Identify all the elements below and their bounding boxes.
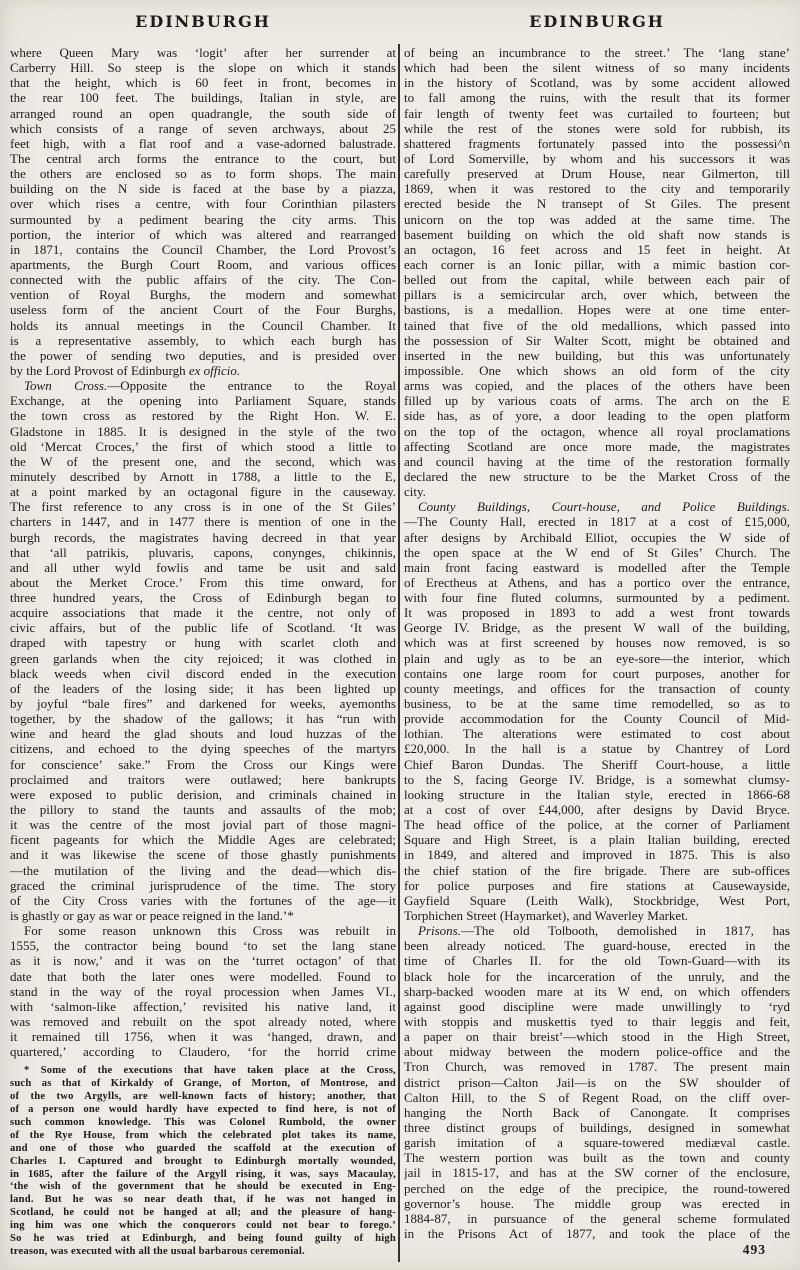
text-line: each corner is an Ionic pillar, with a mimic bastion cor-: [404, 256, 790, 272]
text-line: impossible. One which shows an old form of the city: [404, 362, 790, 378]
text-line: old ‘Mercat Croces,’ the first of which stood a little to: [10, 438, 396, 454]
text-line: citizens, and echoed to the dying speeches of the martyrs: [10, 741, 396, 757]
left-column: [10, 12, 396, 1259]
text-line: for police purposes and fire stations at Causewayside,: [404, 877, 790, 893]
text-line: the rear 100 feet. The buildings, Italian in style, are: [10, 90, 396, 106]
text-line: Gayfield Square (Leith Walk), Stockbridge, West Port,: [404, 892, 790, 908]
text-line: connected with the public affairs of the city. The Con-: [10, 272, 396, 288]
text-line: were exposed to public derision, and criminals chained in: [10, 786, 396, 802]
text-line: surmounted by a pediment bearing the city arms. This: [10, 211, 396, 227]
text-line: portion, the interior of which was altered and rearranged: [10, 226, 396, 242]
text-line: Charles I. Captured and brought to Edinburgh mortally wounded,: [10, 1155, 396, 1167]
text-line: provide accommodation for the County Council of Mid-: [404, 711, 790, 727]
text-line: So he was tried at Edinburgh, and being found guilty of high: [10, 1233, 396, 1244]
text-line: sharp-backed wooden mare at its W end, on which offenders: [404, 983, 790, 999]
text-line: Scotland, he could not be hanged at all; and the pleasure of hang-: [10, 1207, 396, 1219]
text-line: three distinct groups of buildings, designed in somewhat: [404, 1119, 790, 1135]
text-line: which consists of a range of seven archways, about 25: [10, 120, 396, 136]
text-line: the open space at the W end of St Giles’ Church. The: [404, 544, 790, 560]
text-line: to fall among the ruins, with the result that its former: [404, 90, 790, 106]
text-line: in the history of Scotland, was by some accident allowed: [404, 75, 790, 91]
text-line: in 1871, contains the Council Chamber, the Lord Provost’s: [10, 241, 396, 257]
text-line: charters in 1447, and in 1477 there is mention of one in the: [10, 514, 396, 530]
text-line: and one of those who guarded the scaffold at the execution of: [10, 1142, 396, 1154]
text-line: looking structure in the Italian style, erected in 1866-68: [404, 786, 790, 802]
text-line: and all uther wyld fowlis and tame be usit and sald: [10, 559, 396, 575]
text-line: 1869, when it was restored to the city and temporarily: [404, 181, 790, 197]
text-line: main front facing eastward is modelled after the Temple: [404, 559, 790, 575]
text-line: plain and ugly as to be an eye-sore—the interior, which: [404, 650, 790, 666]
text-line: Carberry Hill. So steep is the slope on which it stands: [10, 60, 396, 76]
text-line: building on the N side is faced at the base by a piazza,: [10, 181, 396, 197]
page-number: 493: [742, 1242, 766, 1258]
text-line: was removed and rebuilt on the spot already noted, where: [10, 1014, 396, 1029]
text-line: three hundred years, the Cross of Edinburgh began to: [10, 590, 396, 606]
text-line: shattered fragments fortunately passed into the possessi^n: [404, 135, 790, 151]
text-line: is a representative assembly, to which each burgh has: [10, 332, 396, 348]
text-line: the chief station of the fire brigade. There are sub-offices: [404, 862, 790, 878]
text-line: district prison—Calton Jail—is on the SW shoulder of: [404, 1074, 790, 1090]
text-line: that ‘all patrikis, pluvaris, capons, conynges, chikinnis,: [10, 544, 396, 560]
text-line: the W of the present one, and the second, which was: [10, 453, 396, 469]
left-column-text: [10, 45, 396, 1059]
text-line: in 1849, and altered and improved in 1875. This is also: [404, 847, 790, 863]
right-column-text: [404, 45, 790, 1241]
text-line: civic affairs, but of the public life of Scotland. ‘It was: [10, 620, 396, 636]
text-line: ‘the wish of the government that he should be executed in Eng-: [10, 1181, 396, 1193]
text-line: at a point marked by an octagonal figure in the causeway.: [10, 484, 396, 500]
text-line: garish imitation of a square-towered mediæval castle.: [404, 1135, 790, 1151]
text-line: over which rises a centre, with four Corinthian pilasters: [10, 196, 396, 212]
text-line: city.: [404, 484, 426, 500]
text-line: hanging the North Back of Canongate. It comprises: [404, 1104, 790, 1120]
text-line: proclaimed and traitors were outlawed; here bankrupts: [10, 771, 396, 787]
text-line: and it was likewise the scene of those ghastly punishments: [10, 847, 396, 863]
text-line: acquire associations that made it the centre, not only of: [10, 605, 396, 621]
text-line: for conscience’ sake.” From the Cross our Kings were: [10, 756, 396, 772]
text-line: unicorn on the top was added at the same time. The: [404, 211, 790, 227]
text-line: a paper on thair breist’—which stood in the High Street,: [404, 1029, 790, 1045]
text-line: by the Lord Provost of Edinburgh ex officio.: [10, 362, 241, 378]
text-line: the others are enclosed so as to form shops. The main: [10, 166, 396, 182]
text-line: that the height, which is 60 feet in front, becomes in: [10, 75, 396, 91]
text-line: with four fine fluted columns, surmounted by a pediment.: [404, 590, 790, 606]
text-line: the power of sending two deputies, and is presided over: [10, 347, 396, 363]
text-line: —the mutilation of the living and the dead—which dis-: [10, 862, 396, 878]
text-line: erected beside the N transept of St Giles. The present: [404, 196, 790, 212]
text-line: bastions, is a medallion. Hopes were at one time enter-: [404, 302, 790, 318]
text-line: after designs by Archibald Elliot, occupies the W side of: [404, 529, 790, 545]
text-line: burgh records, the magistrates having decreed in that year: [10, 529, 396, 545]
text-line: apartments, the Burgh Court Room, and various offices: [10, 256, 396, 272]
text-line: at a cost of over £44,000, after designs by David Bryce.: [404, 802, 790, 818]
text-line: The western portion was built as the town and county: [404, 1150, 790, 1166]
text-line: by joyful “bale fires” and darkened for weeks, ayemonths: [10, 696, 396, 712]
text-line: in the Prisons Act of 1877, and took the place of the: [404, 1225, 790, 1241]
text-line: and council having at the time of the restoration formally: [404, 453, 790, 469]
text-line: Square and High Street, is a plain Italian building, erected: [404, 832, 790, 848]
text-line: declared the new structure to be the Market Cross of the: [404, 468, 790, 484]
text-line: holds its annual meetings in the Council Chamber. It: [10, 317, 396, 333]
text-line: the town cross as restored by the Right Hon. W. E.: [10, 408, 396, 424]
text-line: * Some of the executions that have taken place at the Cross,: [24, 1065, 396, 1077]
text-line: of the Rye House, from which the celebrated plot takes its name,: [10, 1129, 396, 1141]
text-line: Gladstone in 1885. It is designed in the style of the two: [10, 423, 396, 439]
text-line: draped with tapestry or hung with scarlet cloth and: [10, 635, 396, 651]
text-line: quartered,’ according to Claudero, ‘for the horrid crime: [10, 1044, 396, 1060]
text-line: belled out from the capital, while between each pair of: [404, 272, 790, 288]
text-line: pillars is a semicircular arch, over which, between the: [404, 287, 790, 303]
text-line: Prisons.—The old Tolbooth, demolished in 1817, has: [418, 923, 790, 939]
text-line: lothian. The alterations were estimated to cost about: [404, 726, 790, 742]
text-line: Town Cross.—Opposite the entrance to the Royal: [24, 378, 396, 394]
text-line: ing him was one which the conquerors could not bear to forego.’: [10, 1220, 396, 1232]
text-line: it remained till 1756, when it was ‘hanged, drawn, and: [10, 1029, 396, 1045]
text-line: George IV. Bridge, as the present W wall of the building,: [404, 620, 790, 636]
text-line: of being an incumbrance to the street.’ The ‘lang stane’: [404, 45, 790, 60]
text-line: perched on the edge of the precipice, the round-towered: [404, 1180, 790, 1196]
text-line: inserted in the new building, but this was unfortunately: [404, 347, 790, 363]
text-line: Calton Hill, to the S of Regent Road, on the cliff over-: [404, 1089, 790, 1105]
text-line: The central arch forms the entrance to the court, but: [10, 150, 396, 166]
text-line: it was the centre of the most jovial part of those magni-: [10, 817, 396, 833]
text-line: arranged round an open quadrangle, the south side of: [10, 105, 396, 121]
text-line: wine and heard the glad shouts and loud huzzas of the: [10, 726, 396, 742]
text-line: in 1685, after the failure of the Argyll rising, it was, says Macaulay,: [10, 1168, 396, 1180]
text-line: treason, was executed with all the usual barbarous ceremonial.: [10, 1245, 305, 1257]
text-line: with stoppis and muskettis tyed to thair leggis and feit,: [404, 1014, 790, 1029]
text-line: side has, as of yore, a door leading to the open platform: [404, 408, 790, 424]
text-line: the pillory to stand the taunts and assaults of the mob;: [10, 802, 396, 818]
text-line: green garlands when the city rejoiced; it was clothed in: [10, 650, 396, 666]
text-line: filled up by various coats of arms. The arch on the E: [404, 393, 790, 409]
text-line: Tron Church, was removed in 1787. The present main: [404, 1059, 790, 1075]
text-line: For some reason unknown this Cross was rebuilt in: [24, 923, 396, 939]
text-line: useless form of the ancient Court of the Four Burghs,: [10, 302, 396, 318]
left-column-footnote: [10, 1065, 396, 1258]
text-line: of the two Argylls, are well-known facts of history; another, that: [10, 1091, 396, 1103]
column-divider: [398, 44, 400, 1262]
text-line: —The County Hall, erected in 1817 at a cost of £15,000,: [404, 514, 790, 530]
text-line: Exchange, at the opening into Parliament Square, stands: [10, 393, 396, 409]
text-line: £20,000. In the hall is a statue by Chantrey of Lord: [404, 741, 790, 757]
text-line: about the Merket Croce.’ From this time onward, for: [10, 574, 396, 590]
text-line: while the rest of the stones were sold for rubbish, its: [404, 120, 790, 136]
text-line: 1884-87, in pursuance of the general scheme formulated: [404, 1210, 790, 1226]
text-line: an octagon, 16 feet across and 15 feet in height. At: [404, 241, 790, 257]
text-line: Torphichen Street (Haymarket), and Waverley Market.: [404, 908, 689, 924]
text-line: feet high, with a flat roof and a vase-adorned balustrade.: [10, 135, 396, 151]
text-line: such common knowledge. This was Colonel Rumbold, the owner: [10, 1116, 396, 1128]
text-line: graced the criminal jurisprudence of the time. The story: [10, 877, 396, 893]
text-line: of the City Cross varies with the fortunes of the age—it: [10, 892, 396, 908]
text-line: tained that five of the old medallions, which passed into: [404, 317, 790, 333]
text-line: of Lord Somerville, by whom and his successors it was: [404, 150, 790, 166]
text-line: jail in 1815-17, and has at the SW corner of the enclosure,: [404, 1165, 790, 1181]
text-line: together, by the shadow of the gallows; it has “run with: [10, 711, 396, 727]
text-line: minutely described by Arnott in 1788, a little to the E,: [10, 468, 396, 484]
text-line: about midway between the modern police-office and the: [404, 1044, 790, 1060]
text-line: It was proposed in 1893 to add a west front towards: [404, 605, 790, 621]
text-line: affecting Scotland are once more made, the magistrates: [404, 438, 790, 454]
text-line: County Buildings, Court-house, and Police Buildings.: [418, 499, 790, 515]
text-line: stand in the way of the royal procession when James VI.,: [10, 983, 396, 999]
text-line: business, to be at the same time remodelled, so as to: [404, 696, 790, 712]
text-line: The head office of the police, at the corner of Parliament: [404, 817, 790, 833]
text-line: the possession of Sir Walter Scott, might be obtained and: [404, 332, 790, 348]
text-line: which was at first screened by houses now removed, is so: [404, 635, 790, 651]
text-line: ficent pageants for which the Middle Ages are celebrated;: [10, 832, 396, 848]
text-line: The first reference to any cross is in one of the St Giles’: [10, 499, 396, 515]
text-line: to the S, facing George IV. Bridge, is a somewhat clumsy-: [404, 771, 790, 787]
text-line: such as that of Kirkaldy of Grange, of Morton, of Montrose, and: [10, 1078, 396, 1090]
running-head-right: EDINBURGH: [529, 12, 665, 31]
text-line: with ‘salmon-like affection,’ revisited his native land, it: [10, 998, 396, 1014]
text-line: fair length of twenty feet was curtailed to fourteen; but: [404, 105, 790, 121]
text-line: black weeds when civil discord ended in the execution: [10, 665, 396, 681]
text-line: which had been the silent witness of so many incidents: [404, 60, 790, 76]
text-line: Chief Baron Dundas. The Sheriff Court-house, a little: [404, 756, 790, 772]
text-line: against good discipline were made unwillingly to ‘ryd: [404, 998, 790, 1014]
text-line: basement building on which the old shaft now stands is: [404, 226, 790, 242]
text-line: black hole for the incarceration of the unruly, and the: [404, 968, 790, 984]
text-line: time of Charles II. for the old Town-Guard—with its: [404, 953, 790, 969]
text-line: on the top of the octagon, whence all royal proclamations: [404, 423, 790, 439]
text-line: as it is now,’ and it was on the ‘turret octagon’ of that: [10, 953, 396, 969]
text-line: of Erectheus at Athens, and has a portico over the entrance,: [404, 574, 790, 590]
text-line: 1555, the contractor being bound ‘to set the lang stane: [10, 938, 396, 954]
text-line: governor’s house. The middle group was erected in: [404, 1195, 790, 1211]
text-line: of the leaders of the losing side; it has been lighted up: [10, 680, 396, 696]
text-line: of a person one would hardly have expected to find here, is not of: [10, 1104, 396, 1116]
text-line: where Queen Mary was ‘logit’ after her surrender at: [10, 45, 396, 60]
text-line: vention of Royal Burghs, the modern and somewhat: [10, 287, 396, 303]
text-line: arms was copied, and the places of the others have been: [404, 378, 790, 394]
text-line: carefully preserved at Drum House, near Gilmerton, till: [404, 166, 790, 182]
text-line: county meetings, and offices for the transaction of county: [404, 680, 790, 696]
text-line: been already noticed. The guard-house, erected in the: [404, 938, 790, 954]
running-head-left: EDINBURGH: [135, 12, 271, 31]
text-line: land. But he was so near death that, if he was not hanged in: [10, 1194, 396, 1206]
text-line: contains one large room for court purposes, another for: [404, 665, 790, 681]
right-column: [404, 12, 790, 1259]
text-line: date that both the later ones were modelled. Found to: [10, 968, 396, 984]
text-line: is ghastly or gay as war or peace reigned in the land.’*: [10, 908, 294, 924]
